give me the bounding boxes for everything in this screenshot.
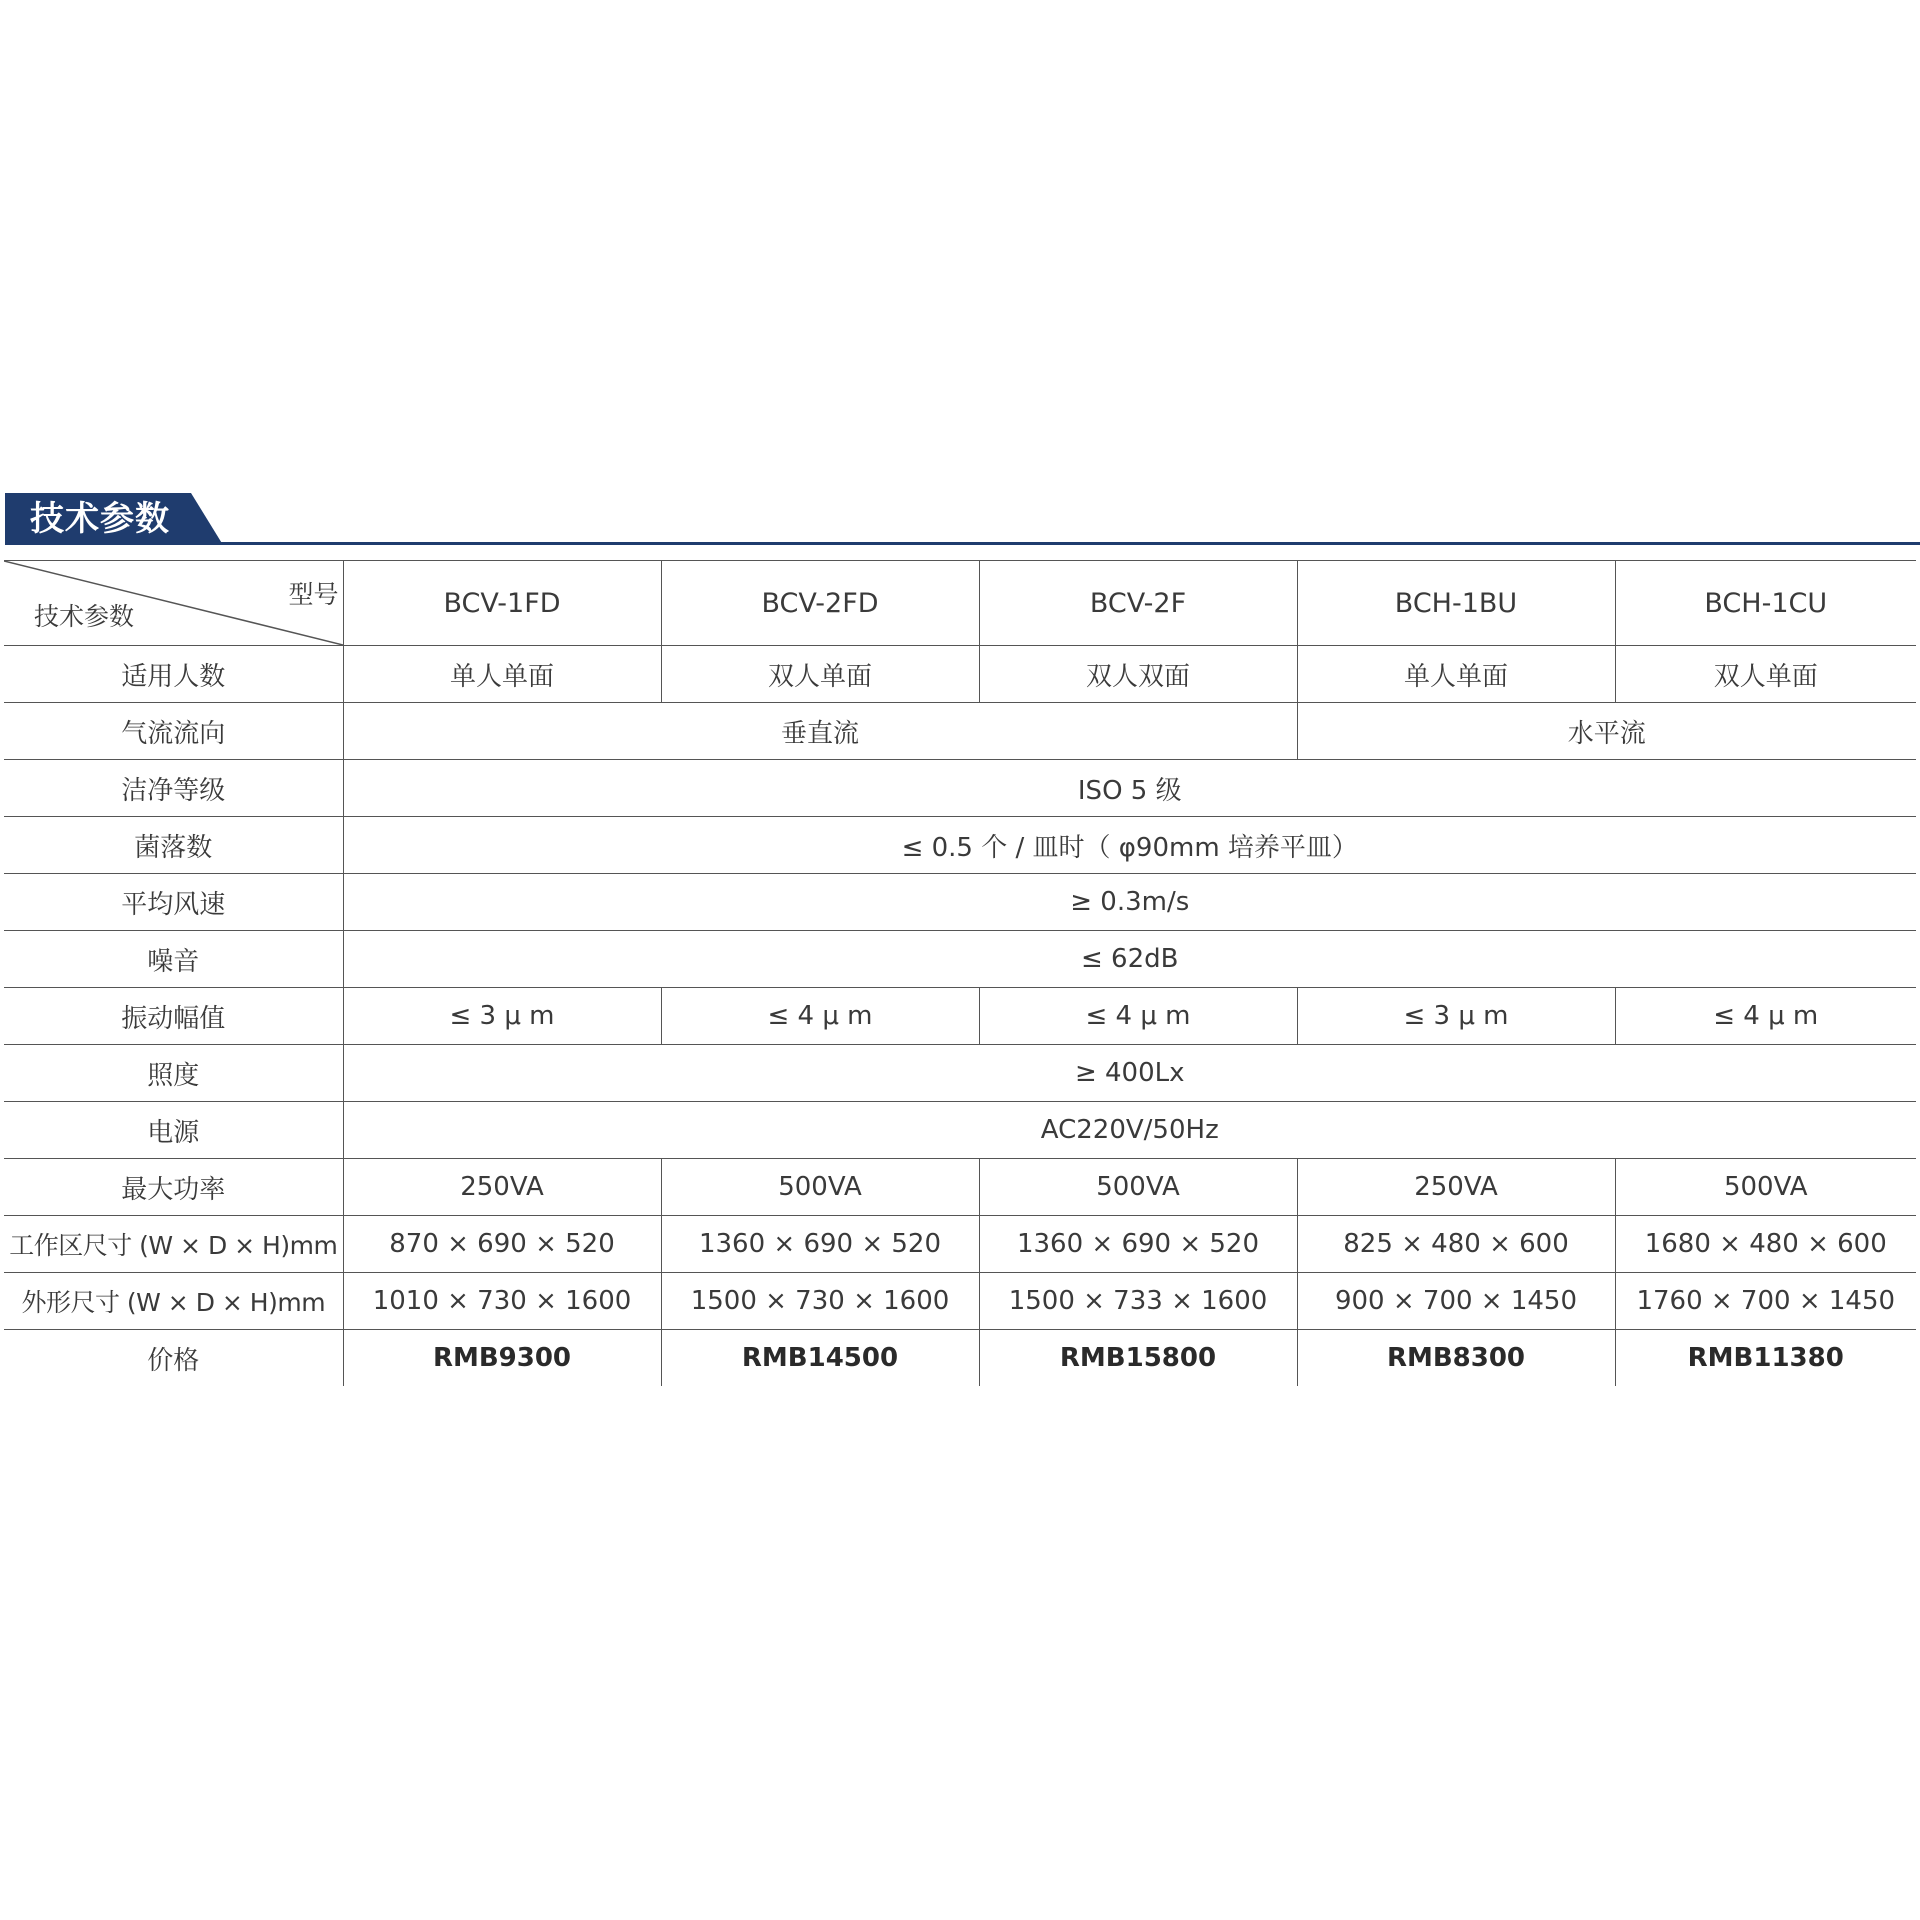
table-cell: 825 × 480 × 600	[1297, 1216, 1615, 1273]
model-header-cell: BCV-2FD	[661, 561, 979, 646]
price-cell: RMB15800	[979, 1330, 1297, 1387]
table-cell: 1010 × 730 × 1600	[343, 1273, 661, 1330]
table-row	[4, 1159, 1916, 1216]
row-label: 气流流向	[4, 703, 343, 760]
table-row	[4, 1273, 1916, 1330]
row-label: 外形尺寸 (W × D × H)mm	[4, 1273, 343, 1330]
table-cell: ≥ 0.3m/s	[343, 874, 1916, 931]
table-cell: 双人单面	[1615, 646, 1916, 703]
corner-param-label: 技术参数	[34, 602, 135, 631]
table-cell: 870 × 690 × 520	[343, 1216, 661, 1273]
row-label: 洁净等级	[4, 760, 343, 817]
table-cell: 500VA	[1615, 1159, 1916, 1216]
price-cell: RMB14500	[661, 1330, 979, 1387]
table-row	[4, 1330, 1916, 1387]
table-cell: ≤ 4 μ m	[979, 988, 1297, 1045]
row-label: 适用人数	[4, 646, 343, 703]
table-cell: 1500 × 733 × 1600	[979, 1273, 1297, 1330]
table-cell: 1360 × 690 × 520	[661, 1216, 979, 1273]
row-label: 工作区尺寸 (W × D × H)mm	[4, 1216, 343, 1273]
model-header-cell: BCH-1CU	[1615, 561, 1916, 646]
price-cell: RMB9300	[343, 1330, 661, 1387]
table-row	[4, 1045, 1916, 1102]
table-row	[4, 1102, 1916, 1159]
table-cell: ≤ 4 μ m	[1615, 988, 1916, 1045]
table-row	[4, 874, 1916, 931]
table-row	[4, 703, 1916, 760]
row-label: 噪音	[4, 931, 343, 988]
table-cell: 单人单面	[343, 646, 661, 703]
table-row	[4, 1216, 1916, 1273]
row-label: 最大功率	[4, 1159, 343, 1216]
row-label: 振动幅值	[4, 988, 343, 1045]
row-label: 价格	[4, 1330, 343, 1387]
table-cell: 水平流	[1297, 703, 1916, 760]
table-cell: 1500 × 730 × 1600	[661, 1273, 979, 1330]
row-label: 平均风速	[4, 874, 343, 931]
section-divider	[200, 542, 1920, 545]
section-header	[0, 493, 1920, 545]
table-cell: ≤ 3 μ m	[343, 988, 661, 1045]
spec-table	[4, 560, 1916, 1386]
table-cell: 垂直流	[343, 703, 1297, 760]
price-cell: RMB11380	[1615, 1330, 1916, 1387]
table-cell: AC220V/50Hz	[343, 1102, 1916, 1159]
model-header-cell: BCV-1FD	[343, 561, 661, 646]
table-cell: ≤ 4 μ m	[661, 988, 979, 1045]
table-cell: 1360 × 690 × 520	[979, 1216, 1297, 1273]
table-row	[4, 646, 1916, 703]
table-row	[4, 760, 1916, 817]
table-cell: ≤ 3 μ m	[1297, 988, 1615, 1045]
table-cell: 250VA	[343, 1159, 661, 1216]
table-cell: 500VA	[661, 1159, 979, 1216]
table-cell: ISO 5 级	[343, 760, 1916, 817]
table-row	[4, 988, 1916, 1045]
row-label: 电源	[4, 1102, 343, 1159]
table-cell: 1680 × 480 × 600	[1615, 1216, 1916, 1273]
table-cell: ≤ 62dB	[343, 931, 1916, 988]
table-cell: 250VA	[1297, 1159, 1615, 1216]
table-row	[4, 817, 1916, 874]
price-cell: RMB8300	[1297, 1330, 1615, 1387]
table-cell: 500VA	[979, 1159, 1297, 1216]
table-cell: 双人双面	[979, 646, 1297, 703]
row-label: 菌落数	[4, 817, 343, 874]
corner-model-label: 型号	[288, 580, 339, 609]
model-header-cell: BCV-2F	[979, 561, 1297, 646]
section-title: 技术参数	[30, 499, 170, 539]
table-cell: 1760 × 700 × 1450	[1615, 1273, 1916, 1330]
row-label: 照度	[4, 1045, 343, 1102]
model-header-cell: BCH-1BU	[1297, 561, 1615, 646]
table-cell: 900 × 700 × 1450	[1297, 1273, 1615, 1330]
table-cell: 双人单面	[661, 646, 979, 703]
table-row	[4, 931, 1916, 988]
table-cell: ≤ 0.5 个 / 皿时（ φ90mm 培养平皿）	[343, 817, 1916, 874]
table-header-row	[4, 561, 1916, 646]
table-cell: 单人单面	[1297, 646, 1615, 703]
table-corner-cell	[4, 561, 343, 646]
table-cell: ≥ 400Lx	[343, 1045, 1916, 1102]
